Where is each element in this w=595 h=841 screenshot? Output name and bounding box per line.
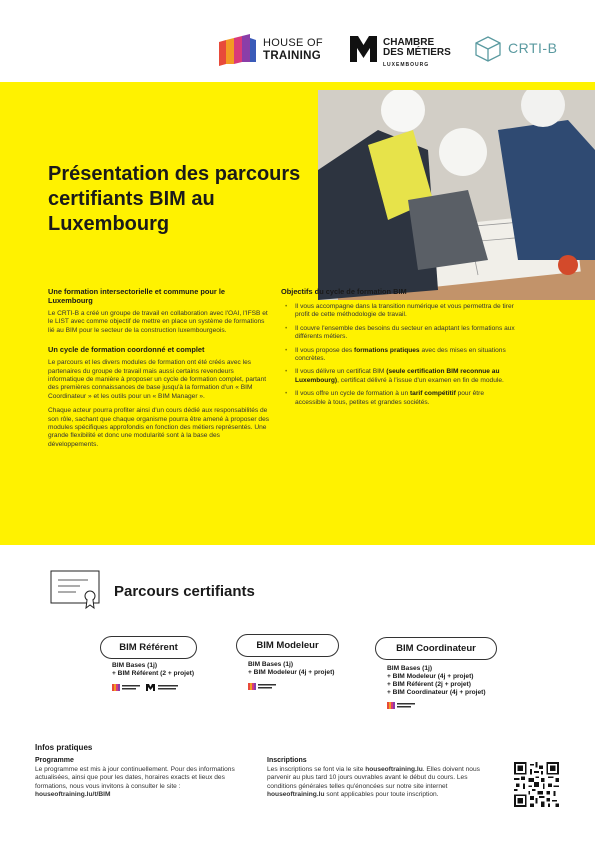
list-item: • Il vous offre un cycle de formation à un tarif compétitif pour être accessible à tous, petites et grandes sociétés. (295, 390, 516, 407)
inscriptions-text: Les inscriptions se font via le site houseoftraining.lu. Elles doivent nous parvenir au plus tard 10 jours ouvrables avant le début du cours. Les conditions générales telles qu'énoncées sur notre site internet houseoftraining.lu sont applicables pour toute inscription. (267, 766, 480, 798)
track-line: + BIM Modeleur (4j + projet) (387, 673, 474, 680)
track-line: BIM Bases (1j) (112, 662, 158, 669)
programme-block (35, 757, 240, 799)
section-title: Parcours certifiants (114, 583, 255, 600)
track-line: BIM Bases (1j) (387, 665, 433, 672)
track-line: BIM Bases (1j) (248, 661, 294, 668)
section-heading: Objectifs du cycle de formation BIM (281, 287, 407, 296)
house-of-training-small-logo-icon (248, 682, 278, 691)
track-details (248, 661, 334, 692)
house-of-training-mark-icon (217, 34, 257, 68)
infos-title: Infos pratiques (35, 743, 93, 752)
list-item: • Il vous propose des formations pratiques avec des mises en situations concrètes. (295, 347, 516, 364)
paragraph: Chaque acteur pourra profiter ainsi d'un cours dédié aux responsabilités de son rôle, sachant que chaque organisme pourra être amené à proposer des modules spécifiques approfondis en fonction des métiers représentés. Une grande flexibilité et donc une modularité sont à la base des développements. (48, 407, 270, 448)
inscriptions-heading: Inscriptions (267, 757, 307, 764)
track-line: + BIM Modeleur (4j + projet) (248, 669, 335, 676)
inscriptions-link[interactable]: houseoftraining.lu (365, 766, 423, 774)
track-pill-bim-coordinateur: BIM Coordinateur (375, 637, 497, 660)
track-line: + BIM Coordinateur (4j + projet) (387, 689, 486, 696)
track-pill-bim-modeleur: BIM Modeleur (236, 634, 339, 657)
track-details (387, 665, 486, 711)
chambre-des-metiers-logo (350, 36, 465, 68)
intro-column (48, 287, 270, 455)
track-pill-bim-referent: BIM Référent (100, 636, 197, 659)
track-details (112, 662, 194, 693)
inscriptions-link[interactable]: houseoftraining.lu (267, 790, 325, 798)
logo-cdm-line3: LUXEMBOURG (383, 62, 430, 68)
house-of-training-logo (217, 34, 332, 68)
inscriptions-block (267, 757, 492, 799)
section-heading: Un cycle de formation coordonné et complet (48, 345, 205, 355)
programme-link[interactable]: houseoftraining.lu/t/BIM (35, 790, 111, 798)
list-item: • Il couvre l'ensemble des besoins du secteur en adaptant les formations aux différents métiers. (295, 325, 516, 342)
qr-code[interactable] (514, 762, 559, 807)
objectives-list (281, 303, 516, 407)
logo-hot-line2: TRAINING (263, 50, 321, 62)
programme-heading: Programme (35, 757, 74, 764)
section-heading: Une formation intersectorielle et commune pour le Luxembourg (48, 287, 226, 305)
objectives-column (281, 287, 516, 412)
crti-b-logo (474, 36, 574, 62)
crti-b-logo-text: CRTI-B (508, 40, 558, 56)
track-line: + BIM Référent (2 + projet) (112, 670, 195, 677)
page-title: Présentation des parcours certifiants BIM au Luxembourg (48, 163, 301, 235)
chambre-des-metiers-mark-icon (350, 36, 377, 62)
track-line: + BIM Référent (2j + projet) (387, 681, 471, 688)
logo-cdm-line2: DES MÉTIERS (383, 47, 451, 58)
logo-hot-line1: HOUSE OF (263, 37, 323, 49)
paragraph: Le CRTI-B a créé un groupe de travail en collaboration avec l'OAI, l'IFSB et le LIST avec comme objectif de mettre en place un système de formations lié au BIM pour le secteur de la construction luxembourgeois. (48, 310, 268, 334)
list-item: • Il vous délivre un certificat BIM (seule certification BIM reconnue au Luxembourg), certificat délivré à l'issue d'un examen en fin de module. (295, 368, 516, 385)
logo-cdm-line1: CHAMBRE (383, 37, 435, 48)
chambre-des-metiers-small-logo-icon (146, 683, 180, 692)
house-of-training-small-logo-icon (112, 683, 142, 692)
crti-b-cube-icon (474, 36, 502, 62)
construction-workers-photo (318, 90, 595, 300)
programme-text: Le programme est mis à jour continuellement. Pour des informations actualisées, ainsi que pour les dates, horaires exacts et lieux des formations, nous vous invitons à consulter le site : houseoftraining.lu/t/BIM (35, 766, 235, 798)
house-of-training-small-logo-icon (387, 701, 417, 710)
certificate-icon (50, 570, 100, 610)
list-item: • Il vous accompagne dans la transition numérique et vous permettra de tirer profit de cette méthodologie de travail. (295, 303, 516, 320)
paragraph: Le parcours et les divers modules de formation ont été créés avec les partenaires du groupe de travail mais aussi certains revendeurs informatique de manière à proposer un cycle de formation complet, partant des premières connaissances de base jusqu'à la formation d'un « BIM Coordinateur » et les outils pour un « BIM Manager ». (48, 359, 267, 400)
